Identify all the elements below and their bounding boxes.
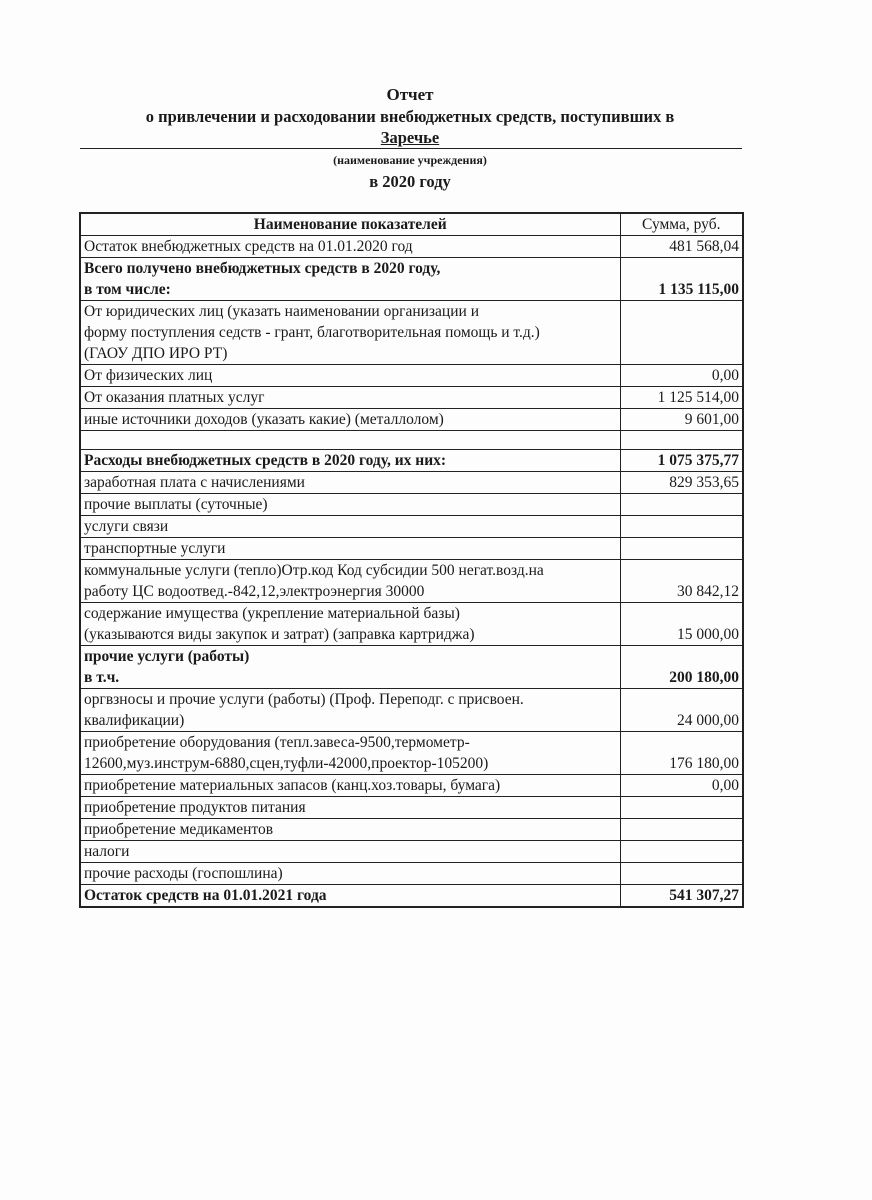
row-value [620,841,743,863]
row-label: прочие расходы (госпошлина) [80,863,620,885]
table-row [80,450,743,472]
row-label: транспортные услуги [80,538,620,560]
institution-underline [80,148,742,149]
table-row [80,472,743,494]
row-value: 15 000,00 [620,603,743,646]
row-value [620,516,743,538]
table-row [80,516,743,538]
row-label: заработная плата с начислениями [80,472,620,494]
row-value [620,494,743,516]
table-row [80,494,743,516]
table-row [80,863,743,885]
table-row [80,819,743,841]
row-label: прочие выплаты (суточные) [80,494,620,516]
row-value: 9 601,00 [620,409,743,431]
row-label: иные источники доходов (указать какие) (металлолом) [80,409,620,431]
table-row [80,885,743,908]
table-row [80,560,743,603]
report-title: Отчет [386,85,434,104]
row-value: 1 075 375,77 [620,450,743,472]
report-subtitle: о привлечении и расходовании внебюджетных средств, поступивших в [145,107,675,126]
table-header-row [80,213,743,236]
row-label: От оказания платных услуг [80,387,620,409]
table-row [80,236,743,258]
institution-caption: (наименование учреждения) [333,153,487,167]
row-value [620,431,743,450]
row-label: Всего получено внебюджетных средств в 2020 году, в том числе: [80,258,620,301]
row-value: 481 568,04 [620,236,743,258]
row-value: 176 180,00 [620,732,743,775]
table-row [80,775,743,797]
table-row [80,732,743,775]
row-value: 0,00 [620,365,743,387]
row-value [620,819,743,841]
report-year: в 2020 году [369,172,451,191]
table-row [80,365,743,387]
row-label [80,431,620,450]
title-block [80,84,740,148]
row-label: приобретение материальных запасов (канц.хоз.товары, бумага) [80,775,620,797]
table-row [80,603,743,646]
row-value [620,797,743,819]
row-value: 541 307,27 [620,885,743,908]
row-value: 24 000,00 [620,689,743,732]
institution-name: Заречье [380,128,440,147]
table-row [80,258,743,301]
table-row [80,387,743,409]
row-value: 1 125 514,00 [620,387,743,409]
column-header-sum: Сумма, руб. [620,213,743,236]
table-row [80,797,743,819]
table-row [80,841,743,863]
column-header-name: Наименование показателей [80,213,620,236]
row-value: 829 353,65 [620,472,743,494]
row-label: приобретение оборудования (тепл.завеса-9500,термометр- 12600,муз.инструм-6880,сцен,туфли-42000,проектор-105200) [80,732,620,775]
row-value: 1 135 115,00 [620,258,743,301]
table-row [80,646,743,689]
row-label: приобретение медикаментов [80,819,620,841]
row-label: Остаток внебюджетных средств на 01.01.2020 год [80,236,620,258]
table-row [80,431,743,450]
row-label: оргвзносы и прочие услуги (работы) (Проф. Переподг. с присвоен. квалификации) [80,689,620,732]
row-value: 200 180,00 [620,646,743,689]
table-row [80,689,743,732]
row-label: Расходы внебюджетных средств в 2020 году, их них: [80,450,620,472]
row-label: прочие услуги (работы) в т.ч. [80,646,620,689]
row-value: 30 842,12 [620,560,743,603]
row-label: От физических лиц [80,365,620,387]
row-label: коммунальные услуги (тепло)Отр.код Код субсидии 500 негат.возд.на работу ЦС водоотвед.-842,12,электроэнергия 30000 [80,560,620,603]
row-value [620,301,743,365]
table-row [80,409,743,431]
row-label: приобретение продуктов питания [80,797,620,819]
row-label: От юридических лиц (указать наименовании организации и форму поступления седств - грант, благотворительная помощь и т.д.) (ГАОУ ДПО ИРО РТ) [80,301,620,365]
table-row [80,538,743,560]
row-label: услуги связи [80,516,620,538]
row-label: налоги [80,841,620,863]
report-table [79,212,744,908]
row-value [620,863,743,885]
row-label: Остаток средств на 01.01.2021 года [80,885,620,908]
row-value [620,538,743,560]
row-label: содержание имущества (укрепление материальной базы) (указываются виды закупок и затрат) (заправка картриджа) [80,603,620,646]
table-body [80,236,743,908]
row-value: 0,00 [620,775,743,797]
table-row [80,301,743,365]
